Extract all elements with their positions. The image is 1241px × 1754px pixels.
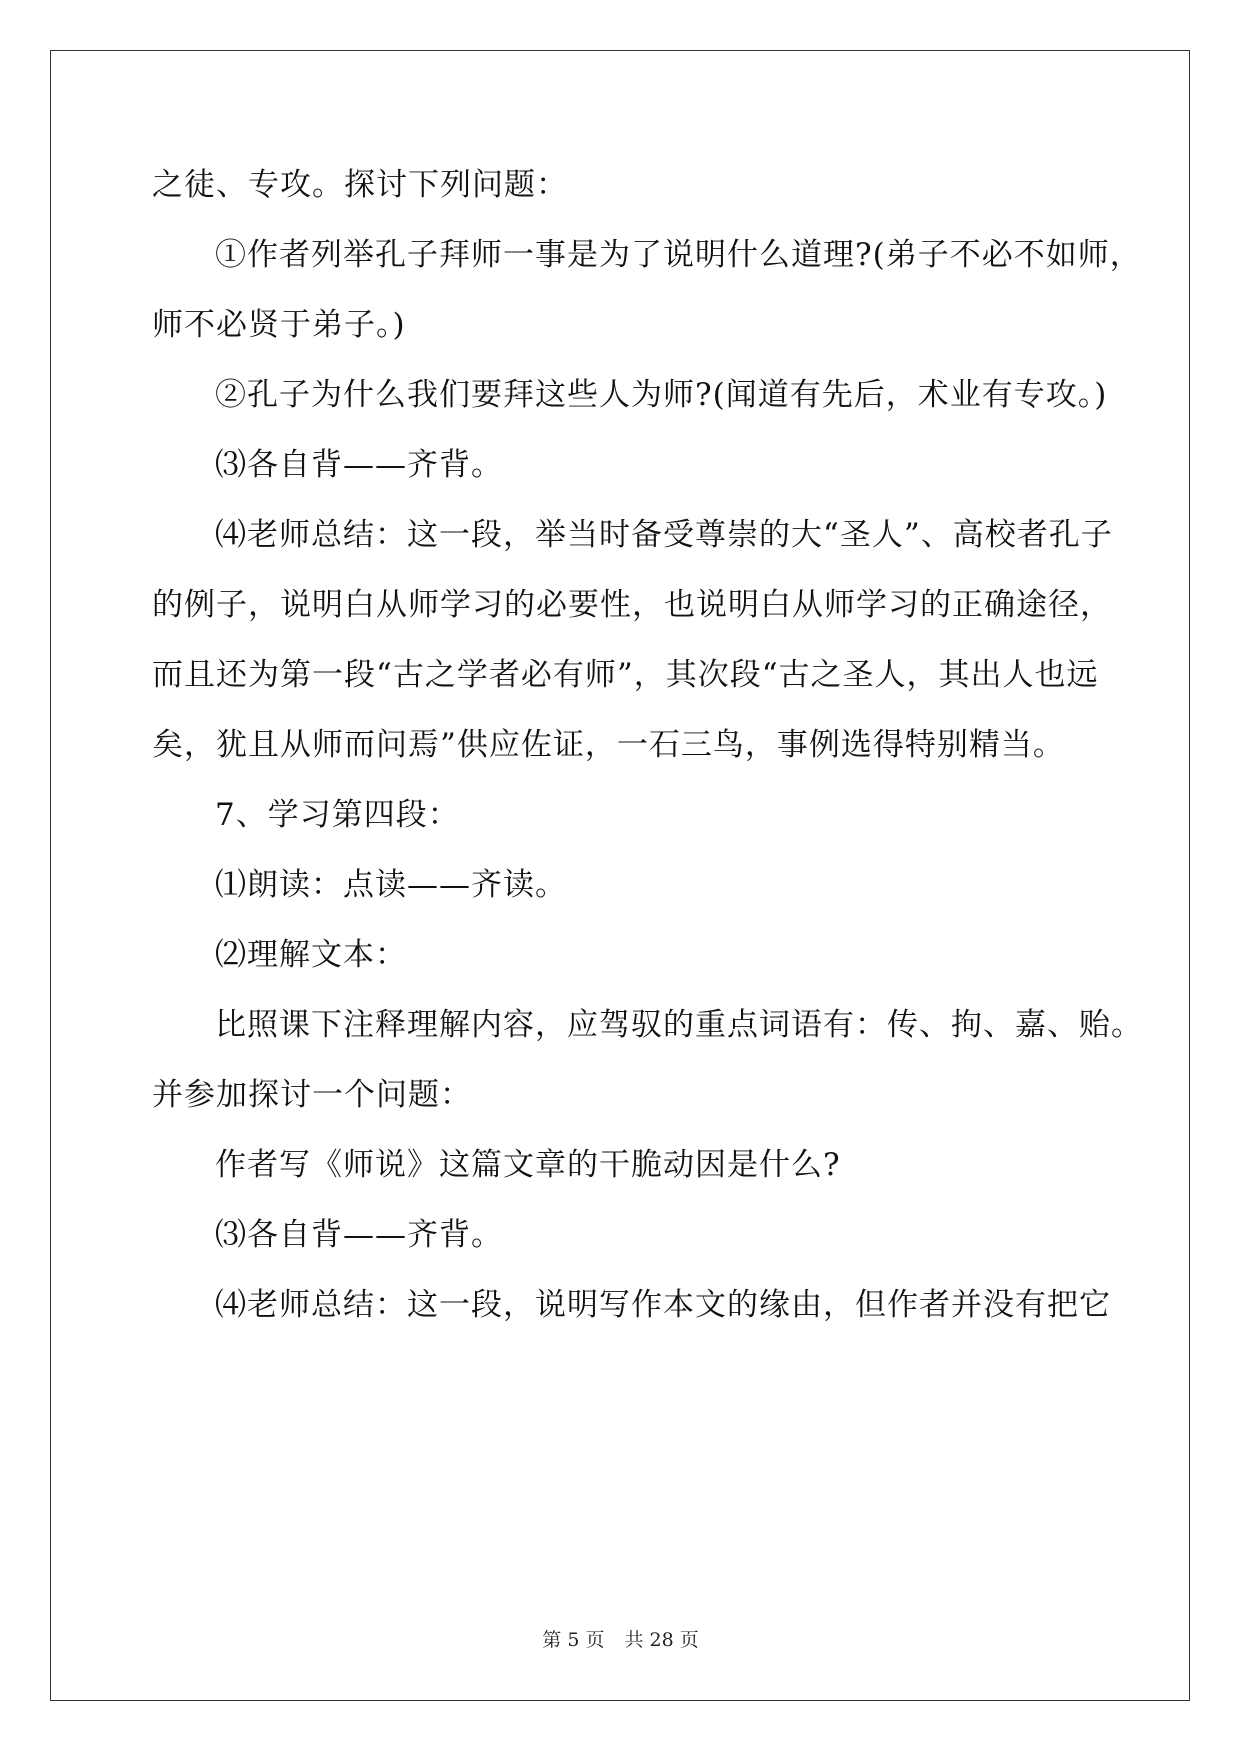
page-footer	[0, 1628, 1241, 1652]
text-line: ⑴朗读：点读——齐读。	[215, 867, 567, 903]
text-line: 师不必贤于弟子。)	[152, 307, 406, 343]
text-line: 比照课下注释理解内容，应驾驭的重点词语有：传、拘、嘉、贻。	[215, 1007, 1143, 1043]
text-line: 的例子，说明白从师学习的必要性，也说明白从师学习的正确途径，	[152, 587, 1112, 623]
page-number: 第 5 页	[542, 1629, 605, 1651]
page-total: 共 28 页	[624, 1629, 699, 1651]
text-line: 而且还为第一段“古之学者必有师”，其次段“古之圣人，其出人也远	[152, 657, 1099, 693]
text-line: ②孔子为什么我们要拜这些人为师?(闻道有先后，术业有专攻。)	[215, 377, 1108, 413]
text-line: ⑵理解文本：	[215, 937, 407, 973]
text-line: 作者写《师说》这篇文章的干脆动因是什么?	[215, 1147, 841, 1183]
text-line: ①作者列举孔子拜师一事是为了说明什么道理?(弟子不必不如师，	[215, 237, 1142, 273]
text-line: 并参加探讨一个问题：	[152, 1077, 472, 1113]
text-line: 7、学习第四段：	[215, 797, 460, 833]
text-line: 矣，犹且从师而问焉”供应佐证，一石三鸟，事例选得特别精当。	[152, 727, 1065, 763]
text-line: 之徒、专攻。探讨下列问题：	[152, 167, 568, 203]
text-line: ⑶各自背——齐背。	[215, 447, 503, 483]
text-line: ⑷老师总结：这一段，说明写作本文的缘由，但作者并没有把它	[215, 1287, 1111, 1323]
text-line: ⑷老师总结：这一段，举当时备受尊崇的大“圣人”、高校者孔子	[215, 517, 1113, 553]
text-line: ⑶各自背——齐背。	[215, 1217, 503, 1253]
